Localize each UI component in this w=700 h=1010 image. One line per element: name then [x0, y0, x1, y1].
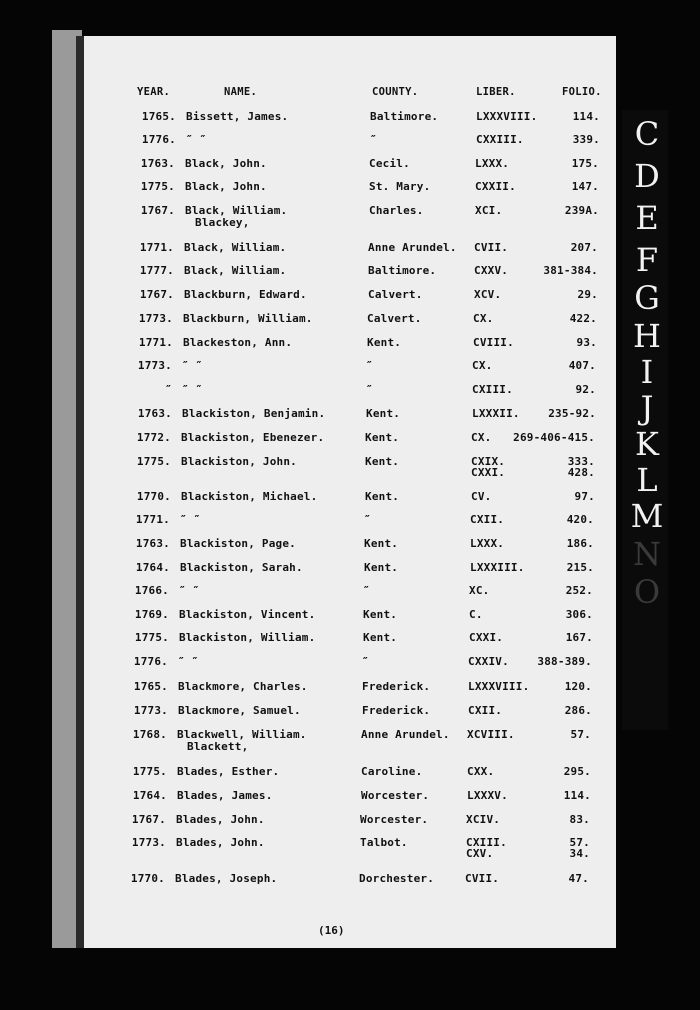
row-name: Blades, Joseph.: [175, 872, 278, 885]
row-liber: LXXXV.: [467, 789, 508, 802]
row-name: Blackmore, Samuel.: [178, 704, 301, 717]
row-year: 1771.: [138, 336, 173, 349]
row-liber: LXXXII.: [472, 407, 520, 420]
row-county: Calvert.: [367, 312, 422, 325]
row-name: Blades, John.: [176, 813, 265, 826]
row-folio: 306.: [565, 608, 593, 621]
row-liber: XCIV.: [466, 813, 501, 826]
tab-letter: J: [640, 389, 654, 427]
row-county: ″: [364, 513, 371, 526]
header-liber: LIBER.: [476, 86, 516, 98]
row-name: Blackburn, Edward.: [184, 288, 307, 301]
row-county: Caroline.: [361, 765, 423, 778]
row-name: Blackwell, William.: [177, 728, 307, 741]
row-liber: CX.: [473, 312, 494, 325]
row-folio: 215.: [566, 561, 594, 574]
row-folio: 269-406-415.: [513, 431, 595, 444]
row-county: Anne Arundel.: [368, 241, 457, 254]
row-name: Blackiston, Page.: [180, 537, 296, 550]
row-county: Kent.: [367, 336, 402, 349]
row-county: Talbot.: [360, 836, 408, 849]
row-folio: 333.: [567, 455, 595, 468]
row-year: 1769.: [134, 608, 169, 621]
row-name: Black, John.: [185, 157, 267, 170]
row-year: 1763.: [140, 157, 175, 170]
row-name: Black, William.: [185, 204, 288, 217]
row-liber: LXXX.: [475, 157, 510, 170]
row-folio: 420.: [566, 513, 594, 526]
row-year: 1765.: [133, 680, 168, 693]
row-folio: 147.: [571, 180, 599, 193]
row-liber: LXXXVIII.: [468, 680, 530, 693]
row-year: 1776.: [133, 655, 168, 668]
row-year: 1764.: [135, 561, 170, 574]
row-year: 1770.: [130, 872, 165, 885]
row-year: 1767.: [131, 813, 166, 826]
row-liber: XC.: [469, 584, 490, 597]
row-county: Kent.: [366, 407, 401, 420]
row-liber: CVII.: [474, 241, 509, 254]
row-folio: 57.: [569, 836, 590, 849]
tab-letter: F: [635, 241, 659, 279]
row-name: ″ ″: [179, 584, 200, 597]
row-folio: 422.: [569, 312, 597, 325]
row-folio: 388-389.: [537, 655, 592, 668]
row-liber: CXII.: [468, 704, 503, 717]
row-year: 1768.: [132, 728, 167, 741]
row-county: Worcester.: [361, 789, 430, 802]
row-liber: CV.: [471, 490, 492, 503]
row-name: ″ ″: [186, 133, 207, 146]
row-name: Blackmore, Charles.: [178, 680, 308, 693]
row-liber: CXIX.: [471, 455, 506, 468]
row-name: Blades, James.: [177, 789, 273, 802]
row-year: 1767.: [139, 288, 174, 301]
tab-letter: K: [635, 425, 659, 463]
row-year: 1775.: [134, 631, 169, 644]
row-name: Blades, John.: [176, 836, 265, 849]
row-county: ″: [366, 359, 373, 372]
row-liber: CVIII.: [473, 336, 514, 349]
row-year: 1765.: [141, 110, 176, 123]
row-name: Black, William.: [184, 241, 287, 254]
row-county: ″: [363, 584, 370, 597]
row-county: Worcester.: [360, 813, 429, 826]
row-name: Blackeston, Ann.: [183, 336, 293, 349]
row-folio: 83.: [569, 813, 590, 826]
row-folio: 93.: [576, 336, 597, 349]
row-county: Kent.: [364, 537, 399, 550]
row-county: Baltimore.: [368, 264, 437, 277]
row-liber: XCI.: [475, 204, 503, 217]
row-liber: CXXIII.: [476, 133, 524, 146]
row-year: 1773.: [137, 359, 172, 372]
tab-letter: N: [633, 535, 661, 573]
row-name: Blackiston, Vincent.: [179, 608, 316, 621]
row-year: 1773.: [138, 312, 173, 325]
row-county: Baltimore.: [370, 110, 439, 123]
row-county: ″: [362, 655, 369, 668]
row-year: 1763.: [135, 537, 170, 550]
row-name: Blackiston, John.: [181, 455, 297, 468]
tab-letter: H: [633, 317, 661, 355]
row-year: 1773.: [131, 836, 166, 849]
row-name: ″ ″: [182, 359, 203, 372]
row-liber: XCV.: [474, 288, 502, 301]
row-liber: CX.: [471, 431, 492, 444]
row-name: Blackiston, Ebenezer.: [181, 431, 325, 444]
row-folio: 252.: [565, 584, 593, 597]
tab-letter: I: [640, 353, 654, 391]
row-name: ″ ″: [178, 655, 199, 668]
row-name: Blackiston, William.: [179, 631, 316, 644]
row-liber: LXXX.: [470, 537, 505, 550]
row-year: 1775.: [136, 455, 171, 468]
tab-letter: D: [634, 157, 660, 195]
row-year: 1776.: [141, 133, 176, 146]
row-folio: 381-384.: [543, 264, 598, 277]
row-liber: C.: [469, 608, 483, 621]
row-year: 1764.: [132, 789, 167, 802]
header-name: NAME.: [224, 86, 258, 98]
tab-letter: C: [634, 115, 660, 153]
row-folio-second: 428.: [567, 466, 595, 479]
row-year: 1777.: [139, 264, 174, 277]
row-liber-second: CXXI.: [471, 466, 506, 479]
row-folio: 286.: [564, 704, 592, 717]
row-county: Kent.: [365, 431, 400, 444]
row-county: ″: [366, 383, 373, 396]
row-name: Black, William.: [184, 264, 287, 277]
row-folio: 295.: [563, 765, 591, 778]
row-name: Blackiston, Sarah.: [180, 561, 303, 574]
row-county: Frederick.: [362, 704, 431, 717]
row-folio: 57.: [570, 728, 591, 741]
tab-letter: M: [630, 497, 664, 535]
row-liber: CXX.: [467, 765, 495, 778]
row-county: ″: [370, 133, 377, 146]
row-county: St. Mary.: [369, 180, 431, 193]
row-year: 1772.: [136, 431, 171, 444]
tab-letter: L: [636, 461, 658, 499]
row-year: 1767.: [140, 204, 175, 217]
row-name-alias: Blackey,: [195, 216, 250, 229]
row-folio: 407.: [568, 359, 596, 372]
row-name: Blades, Esther.: [177, 765, 280, 778]
row-year: 1771.: [139, 241, 174, 254]
row-name: Blackiston, Benjamin.: [182, 407, 326, 420]
row-name: ″ ″: [182, 383, 203, 396]
row-name: Blackiston, Michael.: [181, 490, 318, 503]
row-folio: 339.: [572, 133, 600, 146]
row-county: Kent.: [365, 490, 400, 503]
row-folio-second: 34.: [569, 847, 590, 860]
row-county: Kent.: [363, 631, 398, 644]
row-name: Black, John.: [185, 180, 267, 193]
row-year: 1770.: [136, 490, 171, 503]
page-number: (16): [318, 924, 345, 937]
row-county: Frederick.: [362, 680, 431, 693]
tab-letter: G: [634, 279, 660, 317]
row-year: 1775.: [132, 765, 167, 778]
row-folio: 239A.: [564, 204, 599, 217]
row-year: 1766.: [134, 584, 169, 597]
tab-letter: E: [635, 199, 659, 237]
tab-letter: O: [633, 573, 661, 611]
row-liber: CXXII.: [475, 180, 516, 193]
row-folio: 97.: [574, 490, 595, 503]
row-liber: CX.: [472, 359, 493, 372]
row-county: Dorchester.: [359, 872, 435, 885]
header-county: COUNTY.: [372, 86, 419, 98]
row-folio: 167.: [565, 631, 593, 644]
row-folio: 175.: [571, 157, 599, 170]
row-folio: 120.: [564, 680, 592, 693]
row-year: 1771.: [135, 513, 170, 526]
row-liber: CXXIV.: [468, 655, 509, 668]
row-folio: 47.: [568, 872, 589, 885]
row-liber: CXXV.: [474, 264, 509, 277]
row-county: Charles.: [369, 204, 424, 217]
row-name: Bissett, James.: [186, 110, 289, 123]
row-folio: 29.: [577, 288, 598, 301]
row-liber: LXXXVIII.: [476, 110, 538, 123]
row-county: Calvert.: [368, 288, 423, 301]
row-folio: 207.: [570, 241, 598, 254]
row-liber: CXIII.: [472, 383, 513, 396]
row-liber: CXII.: [470, 513, 505, 526]
row-county: Kent.: [363, 608, 398, 621]
row-folio: 235-92.: [548, 407, 596, 420]
row-name-alias: Blackett,: [187, 740, 249, 753]
row-year: 1775.: [140, 180, 175, 193]
row-county: Anne Arundel.: [361, 728, 450, 741]
row-folio: 92.: [575, 383, 596, 396]
row-year: 1773.: [133, 704, 168, 717]
index-tabs: [622, 110, 668, 730]
header-year: YEAR.: [137, 86, 171, 98]
row-year: ″: [165, 383, 172, 396]
row-liber-second: CXV.: [466, 847, 494, 860]
header-folio: FOLIO.: [562, 86, 602, 98]
row-county: Kent.: [364, 561, 399, 574]
row-folio: 114.: [572, 110, 600, 123]
row-liber: CXXI.: [469, 631, 504, 644]
row-liber: LXXXIII.: [470, 561, 525, 574]
row-name: ″ ″: [180, 513, 201, 526]
row-folio: 114.: [563, 789, 591, 802]
row-liber: CVII.: [465, 872, 500, 885]
row-county: Cecil.: [369, 157, 410, 170]
row-liber: CXIII.: [466, 836, 507, 849]
row-county: Kent.: [365, 455, 400, 468]
row-year: 1763.: [137, 407, 172, 420]
row-folio: 186.: [566, 537, 594, 550]
row-name: Blackburn, William.: [183, 312, 313, 325]
row-liber: XCVIII.: [467, 728, 515, 741]
